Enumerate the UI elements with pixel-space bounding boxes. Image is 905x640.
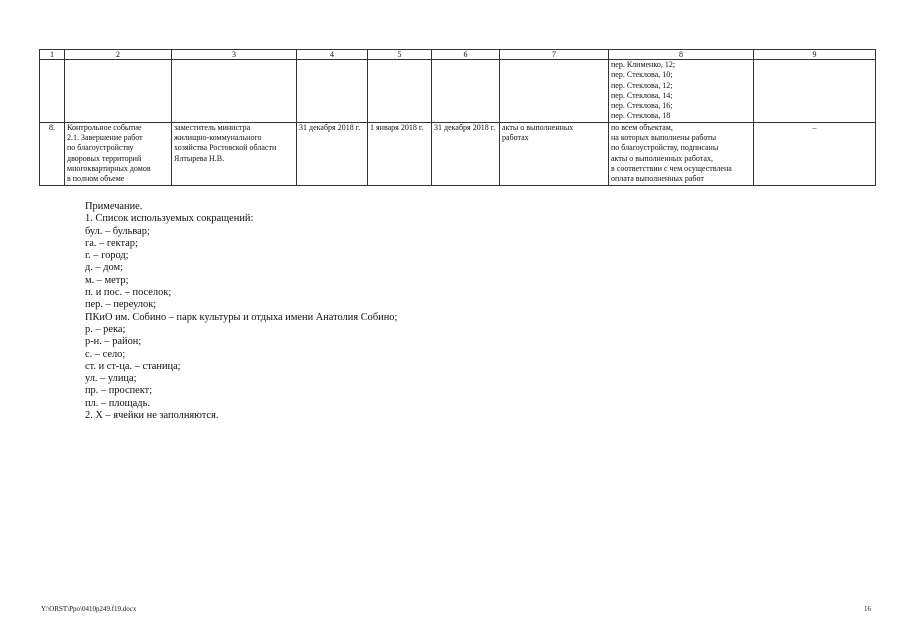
address-line: пер. Стеклова, 12; <box>611 80 673 90</box>
note-line: 1. Список используемых сокращений: <box>85 213 254 225</box>
note-line: бул. – бульвар; <box>85 225 150 237</box>
header-cell: 3 <box>172 50 297 60</box>
header-cell: 4 <box>297 50 368 60</box>
table-row-continued <box>40 60 876 123</box>
header-cell: 2 <box>65 50 172 60</box>
address-line: пер. Стеклова, 16; <box>611 101 673 111</box>
note-line: ул. – улица; <box>85 373 137 385</box>
note-line: 2. Х – ячейки не заполняются. <box>85 410 219 422</box>
note-line: р. – река; <box>85 323 126 335</box>
result-cell: по всем объектам, на которых выполнены работы по благоустройству, подписаны акты о выполненных работах, в соответствии с чем осуществлена оплата выполненных работ <box>609 122 754 185</box>
note-line: га. – гектар; <box>85 237 138 249</box>
address-line: пер. Стеклова, 10; <box>611 70 673 80</box>
document-cell: акты о выполненных работах <box>500 122 609 185</box>
note-line: п. и пос. – поселок; <box>85 287 172 299</box>
row-number: 8. <box>40 122 65 185</box>
relation-cell: – <box>754 122 876 185</box>
header-cell: 9 <box>754 50 876 60</box>
note-line: д. – дом; <box>85 262 124 274</box>
schedule-table <box>39 49 876 186</box>
header-cell: 7 <box>500 50 609 60</box>
responsible-cell: заместитель министра жилищно-коммунального хозяйства Ростовской области Ялтырева Н.В. <box>172 122 297 185</box>
address-line: пер. Стеклова, 14; <box>611 90 673 100</box>
note-line: с. – село; <box>85 348 126 360</box>
notes-title: Примечание. <box>85 201 143 212</box>
note-line: г. – город; <box>85 250 129 262</box>
start-date-cell: 1 января 2018 г. <box>368 122 432 185</box>
plan-date-cell: 31 декабря 2018 г. <box>297 122 368 185</box>
addresses-cell <box>609 60 754 123</box>
header-cell: 1 <box>40 50 65 60</box>
table-row-8 <box>40 122 876 185</box>
address-line: пер. Стеклова, 18 <box>611 111 671 121</box>
note-line: ст. и ст-ца. – станица; <box>85 360 181 372</box>
file-path-footer: Y:\ORST\Ppo\0410p249.f19.docx <box>41 605 137 613</box>
note-line: пр. – проспект; <box>85 385 153 397</box>
header-cell: 8 <box>609 50 754 60</box>
note-line: м. – метр; <box>85 274 129 286</box>
note-line: ПКиО им. Собино – парк культуры и отдыха имени Анатолия Собино; <box>85 311 398 323</box>
event-cell: Контрольное событие 2.1. Завершение работ по благоустройству дворовых территорий многоквартирных домов в полном объеме <box>65 122 172 185</box>
page-number: 16 <box>864 605 871 613</box>
note-line: пер. – переулок; <box>85 299 157 311</box>
notes-block <box>85 201 397 422</box>
note-line: пл. – площадь. <box>85 397 150 409</box>
header-row <box>40 50 876 60</box>
header-cell: 6 <box>432 50 500 60</box>
end-date-cell: 31 декабря 2018 г. <box>432 122 500 185</box>
header-cell: 5 <box>368 50 432 60</box>
note-line: р-н. – район; <box>85 336 142 348</box>
address-line: пер. Клименко, 12; <box>611 60 676 69</box>
